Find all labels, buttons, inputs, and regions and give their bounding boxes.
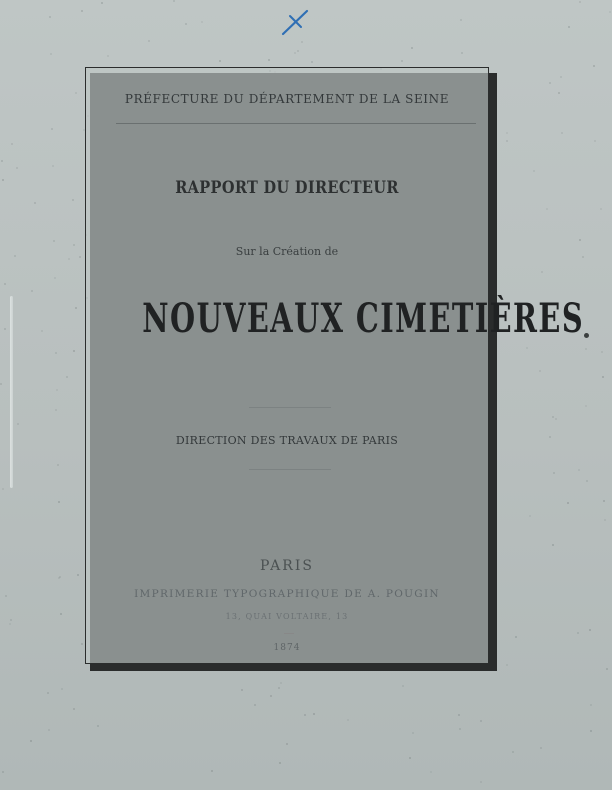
prefecture-heading: PRÉFECTURE DU DÉPARTEMENT DE LA SEINE xyxy=(124,92,450,106)
report-heading: RAPPORT DU DIRECTEUR xyxy=(175,178,399,197)
main-title: NOUVEAUX CIMETIÈRES xyxy=(142,295,585,342)
dot-icon xyxy=(584,333,589,338)
imprint-printer: IMPRIMERIE TYPOGRAPHIQUE DE A. POUGIN xyxy=(134,588,440,600)
imprint-year: 1874 xyxy=(273,643,301,653)
imprint-rule xyxy=(284,633,294,634)
x-mark-icon xyxy=(280,8,310,38)
header-rule xyxy=(116,123,476,124)
imprint-address: 13, QUAI VOLTAIRE, 13 xyxy=(225,612,349,621)
divider-rule xyxy=(249,469,331,470)
imprint-city: PARIS xyxy=(260,558,314,574)
direction-line: DIRECTION DES TRAVAUX DE PARIS xyxy=(175,434,399,447)
binding-thread xyxy=(10,296,13,488)
report-subtitle: Sur la Création de xyxy=(235,245,339,258)
title-frame xyxy=(85,67,585,664)
divider-rule xyxy=(249,407,331,408)
